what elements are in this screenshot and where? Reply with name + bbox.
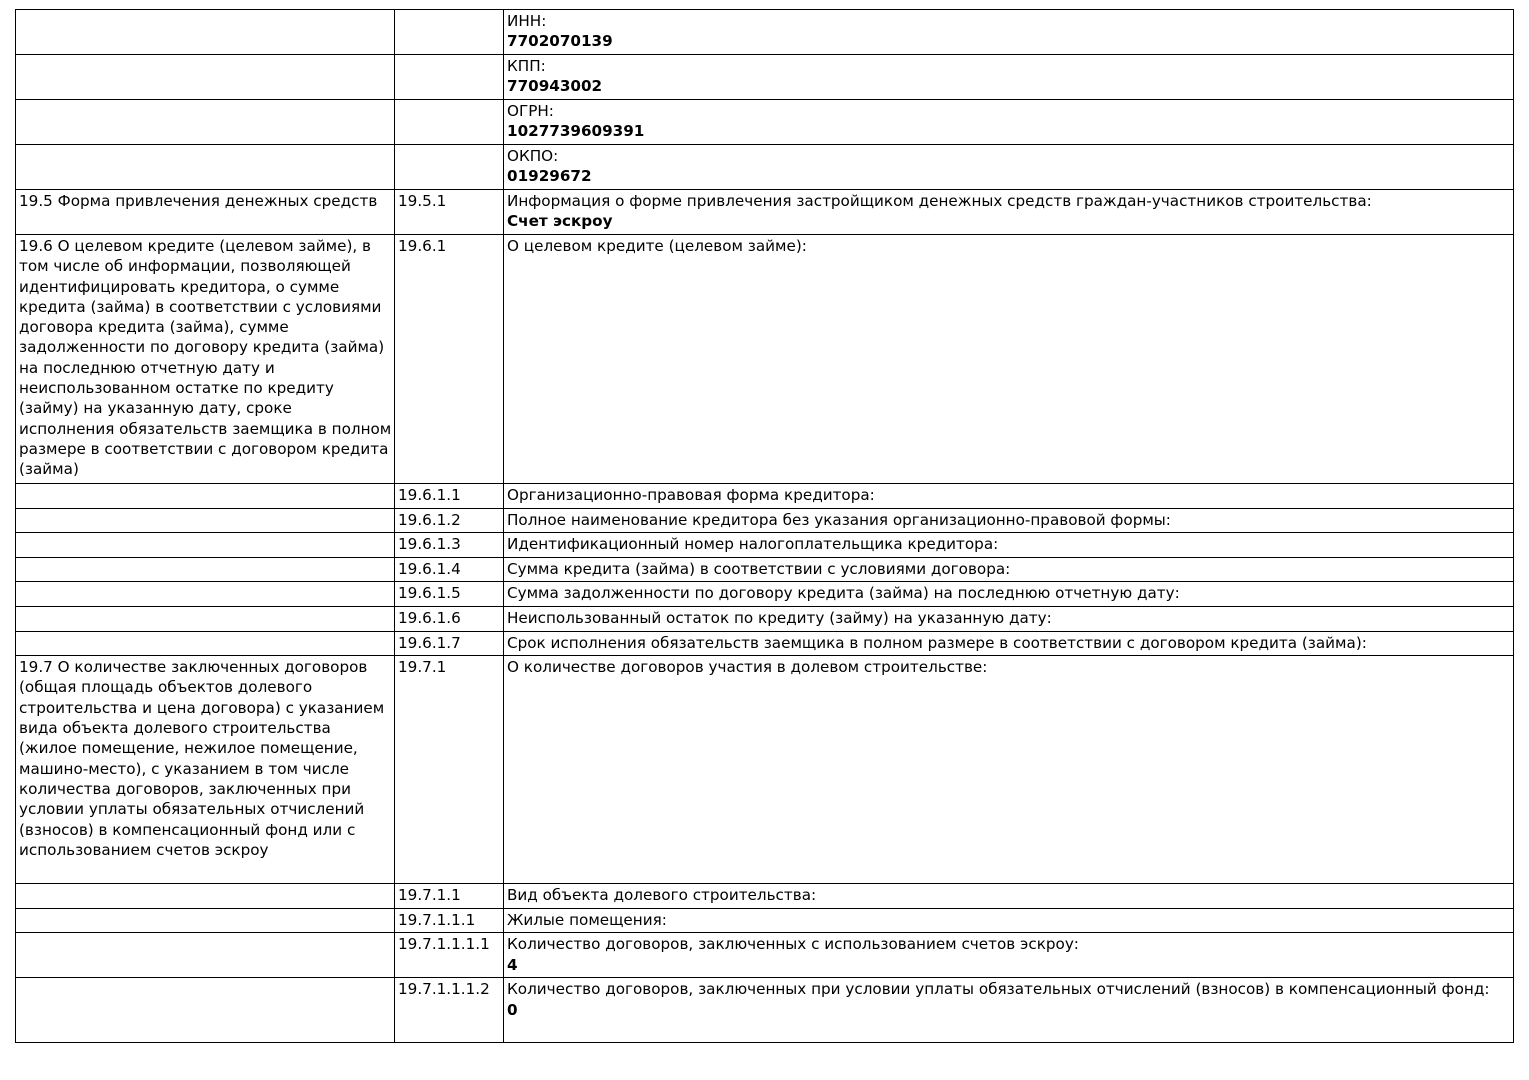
field-label: Срок исполнения обязательств заемщика в полном размере в соответствии с договором кредита (займа):	[507, 633, 1367, 652]
field-value: Счет эскроу	[507, 212, 613, 231]
content-cell	[504, 484, 1514, 509]
content-cell	[504, 557, 1514, 582]
table-row	[16, 908, 1514, 933]
field-label: Полное наименование кредитора без указания организационно-правовой формы:	[507, 510, 1171, 529]
field-value: 4	[507, 955, 518, 974]
section-cell	[16, 557, 395, 582]
field-label: ОГРН:	[507, 102, 554, 120]
table-row	[16, 978, 1514, 1043]
section-cell	[16, 508, 395, 533]
code-cell: 19.6.1.7	[395, 631, 504, 656]
code-cell: 19.7.1.1.1.1	[395, 933, 504, 978]
table-row	[16, 55, 1514, 100]
section-cell	[16, 582, 395, 607]
section-cell: 19.5 Форма привлечения денежных средств	[16, 190, 395, 235]
field-label: Сумма задолженности по договору кредита (займа) на последнюю отчетную дату:	[507, 584, 1180, 603]
code-cell: 19.6.1	[395, 235, 504, 484]
content-cell	[504, 190, 1514, 235]
section-cell	[16, 533, 395, 558]
table-row	[16, 631, 1514, 656]
field-label: ОКПО:	[507, 147, 559, 165]
table-row	[16, 100, 1514, 145]
content-cell	[504, 884, 1514, 909]
field-value: 1027739609391	[507, 122, 645, 141]
field-value: 0	[507, 1000, 518, 1019]
field-value: 7702070139	[507, 32, 613, 51]
code-cell: 19.6.1.6	[395, 606, 504, 631]
field-value: 01929672	[507, 167, 592, 186]
field-label: Сумма кредита (займа) в соответствии с условиями договора:	[507, 559, 1011, 578]
code-cell: 19.7.1	[395, 656, 504, 884]
content-cell	[504, 235, 1514, 484]
table-row	[16, 884, 1514, 909]
content-cell	[504, 908, 1514, 933]
section-cell	[16, 978, 395, 1043]
table-row	[16, 190, 1514, 235]
content-cell	[504, 100, 1514, 145]
code-cell	[395, 145, 504, 190]
content-cell	[504, 582, 1514, 607]
code-cell	[395, 55, 504, 100]
table-row	[16, 533, 1514, 558]
table-row	[16, 484, 1514, 509]
table-row	[16, 933, 1514, 978]
field-label: О количестве договоров участия в долевом строительстве:	[507, 658, 988, 677]
section-cell	[16, 884, 395, 909]
code-cell: 19.6.1.4	[395, 557, 504, 582]
code-cell: 19.6.1.2	[395, 508, 504, 533]
content-cell	[504, 606, 1514, 631]
field-label: Неиспользованный остаток по кредиту (займу) на указанную дату:	[507, 608, 1052, 627]
field-label: Идентификационный номер налогоплательщика кредитора:	[507, 535, 999, 554]
table-row	[16, 656, 1514, 884]
field-label: ИНН:	[507, 12, 547, 30]
code-cell	[395, 100, 504, 145]
declaration-table	[15, 9, 1514, 1043]
code-cell	[395, 10, 504, 55]
section-cell: 19.7 О количестве заключенных договоров (общая площадь объектов долевого строительства и цена договора) с указанием вида объекта долевого строительства (жилое помещение, нежилое помещение, машино-место), с указанием в том числе количества договоров, заключенных при условии уплаты обязательных отчислений (взносов) в компенсационный фонд или с использованием счетов эскроу	[16, 656, 395, 884]
code-cell: 19.5.1	[395, 190, 504, 235]
content-cell	[504, 656, 1514, 884]
table-row	[16, 145, 1514, 190]
field-label: Информация о форме привлечения застройщиком денежных средств граждан-участников строительства:	[507, 192, 1372, 210]
code-cell: 19.6.1.5	[395, 582, 504, 607]
section-cell: 19.6 О целевом кредите (целевом займе), в том числе об информации, позволяющей идентифицировать кредитора, о сумме кредита (займа) в соответствии с условиями договора кредита (займа), сумме задолженности по договору кредита (займа) на последнюю отчетную дату и неиспользованном остатке по кредиту (займу) на указанную дату, сроке исполнения обязательств заемщика в полном размере в соответствии с договором кредита (займа)	[16, 235, 395, 484]
section-cell	[16, 631, 395, 656]
section-cell	[16, 933, 395, 978]
code-cell: 19.7.1.1	[395, 884, 504, 909]
field-label: О целевом кредите (целевом займе):	[507, 237, 807, 255]
section-cell	[16, 100, 395, 145]
field-label: Количество договоров, заключенных при условии уплаты обязательных отчислений (взносов) в компенсационный фонд:	[507, 980, 1490, 999]
content-cell	[504, 533, 1514, 558]
content-cell	[504, 145, 1514, 190]
section-cell	[16, 145, 395, 190]
content-cell	[504, 55, 1514, 100]
section-cell	[16, 606, 395, 631]
content-cell	[504, 978, 1514, 1043]
section-cell	[16, 10, 395, 55]
field-label: КПП:	[507, 57, 546, 75]
code-cell: 19.7.1.1.1	[395, 908, 504, 933]
field-value: 770943002	[507, 77, 603, 96]
content-cell	[504, 508, 1514, 533]
table-row	[16, 606, 1514, 631]
content-cell	[504, 10, 1514, 55]
section-cell	[16, 55, 395, 100]
content-cell	[504, 933, 1514, 978]
code-cell: 19.6.1.1	[395, 484, 504, 509]
field-label: Количество договоров, заключенных с использованием счетов эскроу:	[507, 935, 1079, 954]
code-cell: 19.7.1.1.1.2	[395, 978, 504, 1043]
field-label: Вид объекта долевого строительства:	[507, 886, 817, 905]
table-row	[16, 557, 1514, 582]
code-cell: 19.6.1.3	[395, 533, 504, 558]
table-row	[16, 10, 1514, 55]
table-row	[16, 582, 1514, 607]
field-label: Организационно-правовая форма кредитора:	[507, 486, 875, 504]
section-cell	[16, 484, 395, 509]
field-label: Жилые помещения:	[507, 910, 667, 929]
table-row	[16, 508, 1514, 533]
section-cell	[16, 908, 395, 933]
table-row	[16, 235, 1514, 484]
content-cell	[504, 631, 1514, 656]
